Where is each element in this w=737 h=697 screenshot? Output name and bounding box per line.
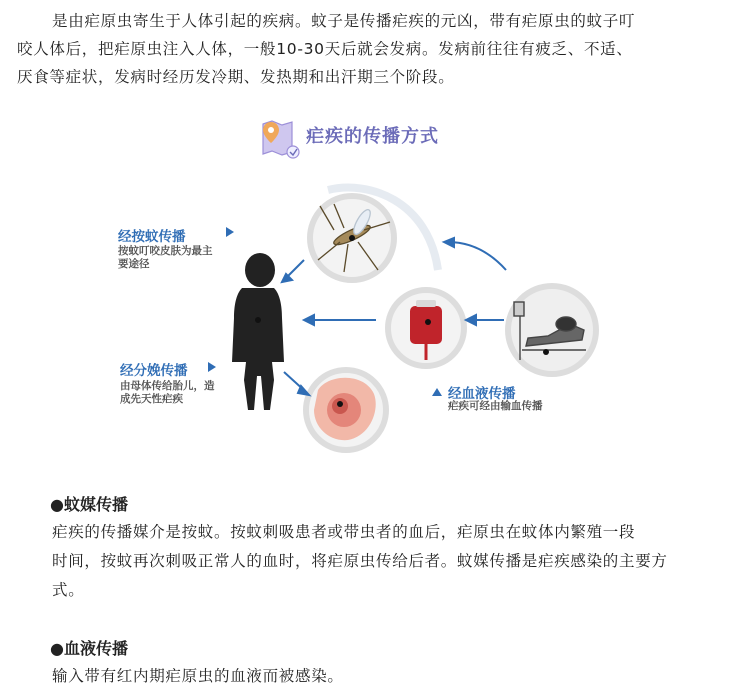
- map-pin-icon: [263, 121, 299, 158]
- bullet-dot: ●: [50, 495, 64, 514]
- birth-label-title: 经分娩传播: [120, 363, 188, 379]
- patient-circle: [508, 286, 596, 374]
- blood-label-desc: 疟疾可经由输血传播: [448, 400, 543, 412]
- section-blood-line-1: 输入带有红内期疟原虫的血液而被感染。: [52, 667, 344, 685]
- bullet-dot: ●: [50, 639, 64, 658]
- child-silhouette: [232, 253, 284, 410]
- transmission-figure: [108, 110, 608, 460]
- mosquito-label-title: 经按蚊传播: [118, 229, 186, 245]
- section-blood-heading-text: 血液传播: [63, 639, 128, 658]
- birth-label-marker: [208, 362, 216, 372]
- mosquito-label-desc: 按蚊叮咬皮肤为最主要途径: [118, 245, 213, 270]
- section-blood-heading: [50, 636, 128, 659]
- birth-label-desc: 由母体传给胎儿，造成先天性疟疾: [120, 380, 215, 405]
- blood-label-marker: [432, 388, 442, 396]
- blood-label-title: 经血液传播: [448, 386, 516, 402]
- mosquito-label-marker: [226, 227, 234, 237]
- section-mosquito-line-1: 疟疾的传播媒介是按蚊。按蚊刺吸患者或带虫者的血后，疟原虫在蚊体内繁殖一段: [52, 523, 636, 541]
- section-mosquito-line-2: 时间，按蚊再次刺吸正常人的血时，将疟原虫传给后者。蚊媒传播是疟疾感染的主要方: [52, 552, 668, 570]
- section-mosquito-line-3: 式。: [52, 581, 85, 599]
- pregnancy-circle: [306, 370, 386, 450]
- mosquito-circle: [310, 196, 394, 280]
- intro-line-2: 咬人体后，把疟原虫注入人体，一般10-30天后就会发病。发病前往往有疲乏、不适、: [17, 40, 633, 58]
- blood-bag-circle: [388, 290, 464, 366]
- section-mosquito-heading: [50, 492, 128, 515]
- intro-line-3: 厌食等症状，发病时经历发冷期、发热期和出汗期三个阶段。: [17, 68, 455, 86]
- section-mosquito-heading-text: 蚊媒传播: [63, 495, 128, 514]
- figure-title: 疟疾的传播方式: [306, 126, 439, 147]
- intro-line-1: 是由疟原虫寄生于人体引起的疾病。蚊子是传播疟疾的元凶，带有疟原虫的蚊子叮: [52, 12, 636, 30]
